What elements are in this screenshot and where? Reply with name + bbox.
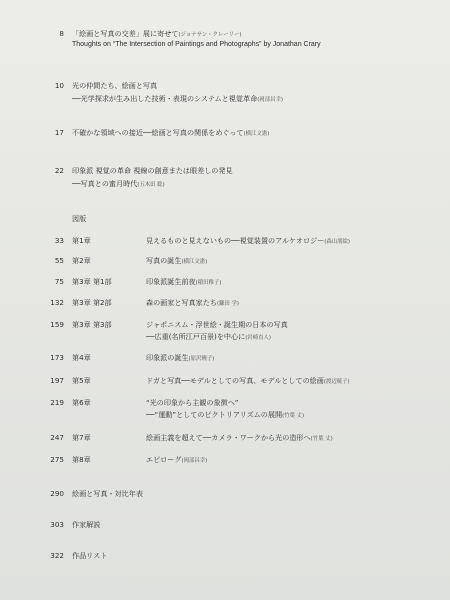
appendix-chronology-page-number: 290	[50, 489, 64, 498]
chapter-5-label: 第5章	[72, 376, 91, 385]
essay-1-page-number: 8	[59, 29, 64, 38]
essay-4-subtitle: ──写真との蜜月時代(五木田 聡)	[72, 179, 165, 188]
chapter-3-3-title: ジャポニスム・浮世絵・誕生期の日本の写真	[146, 320, 288, 329]
appendix-works-title: 作品リスト	[72, 551, 108, 560]
essay-2-subtitle: ──光学探求が生み出した技術・表現のシステムと視覚革命(岡部昌幸)	[72, 94, 283, 103]
chapter-8-label: 第8章	[72, 455, 91, 464]
chapter-7-page-number: 247	[50, 433, 64, 442]
chapter-7-label: 第7章	[72, 433, 91, 442]
chapter-4-title: 印象派の誕生(原沢曉子)	[146, 353, 215, 362]
chapter-8-title: エピローグ(岡部昌幸)	[146, 455, 208, 464]
chapter-1-label: 第1章	[72, 236, 91, 245]
chapter-3-2-title: 森の画家と写真家たち(鎌田 学)	[146, 298, 240, 307]
essay-2-page-number: 10	[54, 81, 64, 90]
appendix-works-page-number: 322	[50, 551, 64, 560]
chapter-3-3-label: 第3章 第3部	[72, 320, 112, 329]
chapter-3-3-subtitle: ──広重(名所江戸百景)を中心に(岩崎直人)	[146, 332, 271, 341]
chapter-6-subtitle: ──“運動”としてのピクトリアリズムの展開(竹葉 丈)	[146, 410, 305, 419]
chapter-3-2-page-number: 132	[50, 298, 64, 307]
essay-1-english-title: Thoughts on “The Intersection of Paintings and Photographs” by Jonathan Crary	[72, 41, 321, 48]
chapter-7-title: 絵画主義を超えて──カメラ・ワークから光の造形へ(竹葉 丈)	[146, 433, 333, 442]
chapter-6-label: 第6章	[72, 398, 91, 407]
chapter-8-page-number: 275	[50, 455, 64, 464]
chapter-3-1-title: 印象派誕生前夜(稲田稚子)	[146, 277, 222, 286]
chapter-1-page-number: 33	[54, 236, 64, 245]
plates-heading: 図版	[72, 214, 87, 223]
chapter-3-1-label: 第3章 第1部	[72, 277, 112, 286]
chapter-6-title: “光の印象から主観の象徴へ”	[146, 398, 239, 407]
appendix-artists-page-number: 303	[50, 520, 64, 529]
chapter-4-label: 第4章	[72, 353, 91, 362]
chapter-3-3-page-number: 159	[50, 320, 64, 329]
chapter-3-2-label: 第3章 第2部	[72, 298, 112, 307]
appendix-chronology-title: 絵画と写真・対比年表	[72, 489, 143, 498]
chapter-5-page-number: 197	[50, 376, 64, 385]
essay-4-page-number: 22	[54, 166, 64, 175]
chapter-1-title: 見えるものと見えないもの──視覚装置のアルケオロジー(森山朋絵)	[146, 236, 351, 245]
chapter-2-page-number: 55	[54, 256, 64, 265]
chapter-2-label: 第2章	[72, 256, 91, 265]
essay-3-page-number: 17	[54, 128, 64, 137]
chapter-6-page-number: 219	[50, 398, 64, 407]
chapter-3-1-page-number: 75	[54, 277, 64, 286]
chapter-5-title: ドガと写真──モデルとしての写真、モデルとしての絵画(渡辺暁子)	[146, 376, 350, 385]
chapter-2-title: 写真の誕生(横江文憲)	[146, 256, 208, 265]
chapter-4-page-number: 173	[50, 353, 64, 362]
essay-4-title: 印象派 視覚の革命 視線の創意または眼差しの発見	[72, 166, 233, 175]
essay-1-title: 「絵画と写真の交差」展に寄せて(ジョナサン・クレーリー)	[72, 29, 242, 38]
essay-3-title: 不確かな領域への接近──絵画と写真の関係をめぐって(横江文憲)	[72, 128, 270, 137]
essay-2-title: 光の仲間たち、絵画と写真	[72, 81, 158, 90]
appendix-artists-title: 作家解説	[72, 520, 101, 529]
